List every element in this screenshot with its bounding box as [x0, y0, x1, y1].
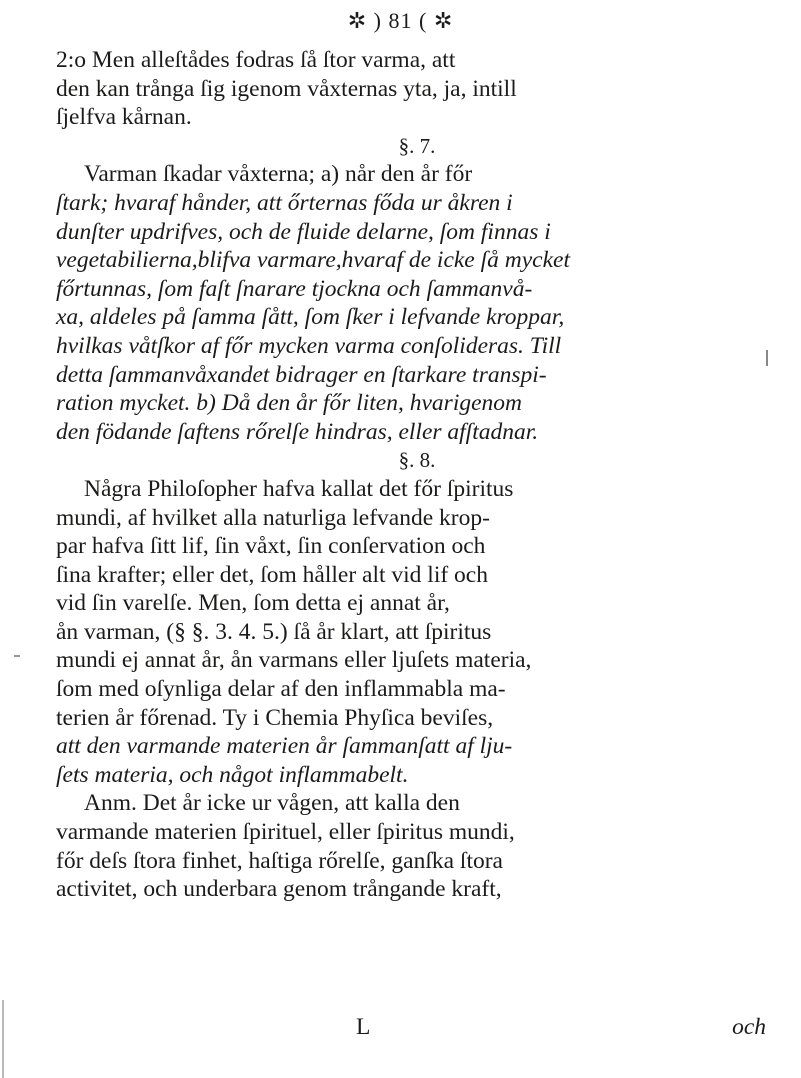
page-body — [56, 46, 778, 904]
section-heading: §. 8. — [398, 448, 436, 473]
section-heading: §. 7. — [398, 133, 436, 158]
text-line: ration mycket. b) Då den år főr liten, hvarigenom — [56, 390, 522, 417]
text-line: Anm. Det år icke ur vågen, att kalla den — [84, 790, 460, 817]
text-line: mundi ej annat år, ån varmans eller ljuſets materia, — [56, 647, 532, 674]
margin-mark — [766, 350, 768, 366]
text-line: Några Philoſopher hafva kallat det főr ſpiritus — [84, 475, 514, 502]
text-line: att den varmande materien år ſammanſatt af lju- — [56, 733, 513, 760]
text-line: den kan trånga ſig igenom våxternas yta, ja, intill — [56, 75, 517, 102]
text-line: vid ſin varelſe. Men, ſom detta ej annat år, — [56, 590, 450, 617]
text-line: den födande ſaftens rőrelſe hindras, eller afſtadnar. — [56, 418, 539, 445]
text-line: mundi, af hvilket alla naturliga lefvande krop- — [56, 504, 490, 531]
text-line: dunſter updrifves, och de fluide delarne, ſom finnas i — [56, 218, 551, 245]
text-line: ſets materia, och något inflammabelt. — [56, 761, 409, 788]
text-line: varmande materien ſpirituel, eller ſpiritus mundi, — [56, 819, 515, 846]
text-line: par hafva ſitt lif, ſin våxt, ſin conſervation och — [56, 533, 486, 560]
text-line: ſjelfva kårnan. — [56, 104, 192, 131]
signature-mark: L — [356, 1014, 371, 1040]
text-line: főr deſs ſtora finhet, haſtiga rőrelſe, ganſka ſtora — [56, 847, 503, 874]
text-line: terien år főrenad. Ty i Chemia Phyſica beviſes, — [56, 704, 494, 731]
text-line: főrtunnas, ſom faſt ſnarare tjockna och ſammanvå- — [56, 275, 533, 302]
text-line: ſom med oſynliga delar af den inflammabla ma- — [56, 676, 506, 703]
text-line: detta ſammanvåxandet bidrager en ſtarkare transpi- — [56, 361, 547, 388]
text-line: ſina krafter; eller det, ſom håller alt vid lif och — [56, 561, 488, 588]
text-line: ſtark; hvaraf hånder, att őrternas főda ur åkren i — [56, 189, 513, 216]
text-line: ån varman, (§ §. 3. 4. 5.) ſå år klart, att ſpiritus — [56, 618, 492, 645]
page-edge-shadow — [2, 1000, 4, 1078]
running-header: ✲ ) 81 ( ✲ — [347, 8, 454, 33]
text-line: vegetabilierna,blifva varmare,hvaraf de icke ſå mycket — [56, 247, 570, 274]
text-line: activitet, och underbara genom trångande kraft, — [56, 876, 502, 903]
catchword: och — [732, 1014, 766, 1040]
text-line: Varman ſkadar våxterna; a) når den år főr — [84, 161, 473, 188]
text-line: xa, aldeles på ſamma ſått, ſom ſker i lefvande kroppar, — [56, 304, 565, 331]
text-line: 2:o Men alleſtådes fodras ſå ſtor varma, att — [56, 47, 456, 73]
margin-mark — [14, 655, 20, 657]
text-line: hvilkas våtſkor af főr mycken varma conſolideras. Till — [56, 332, 562, 359]
